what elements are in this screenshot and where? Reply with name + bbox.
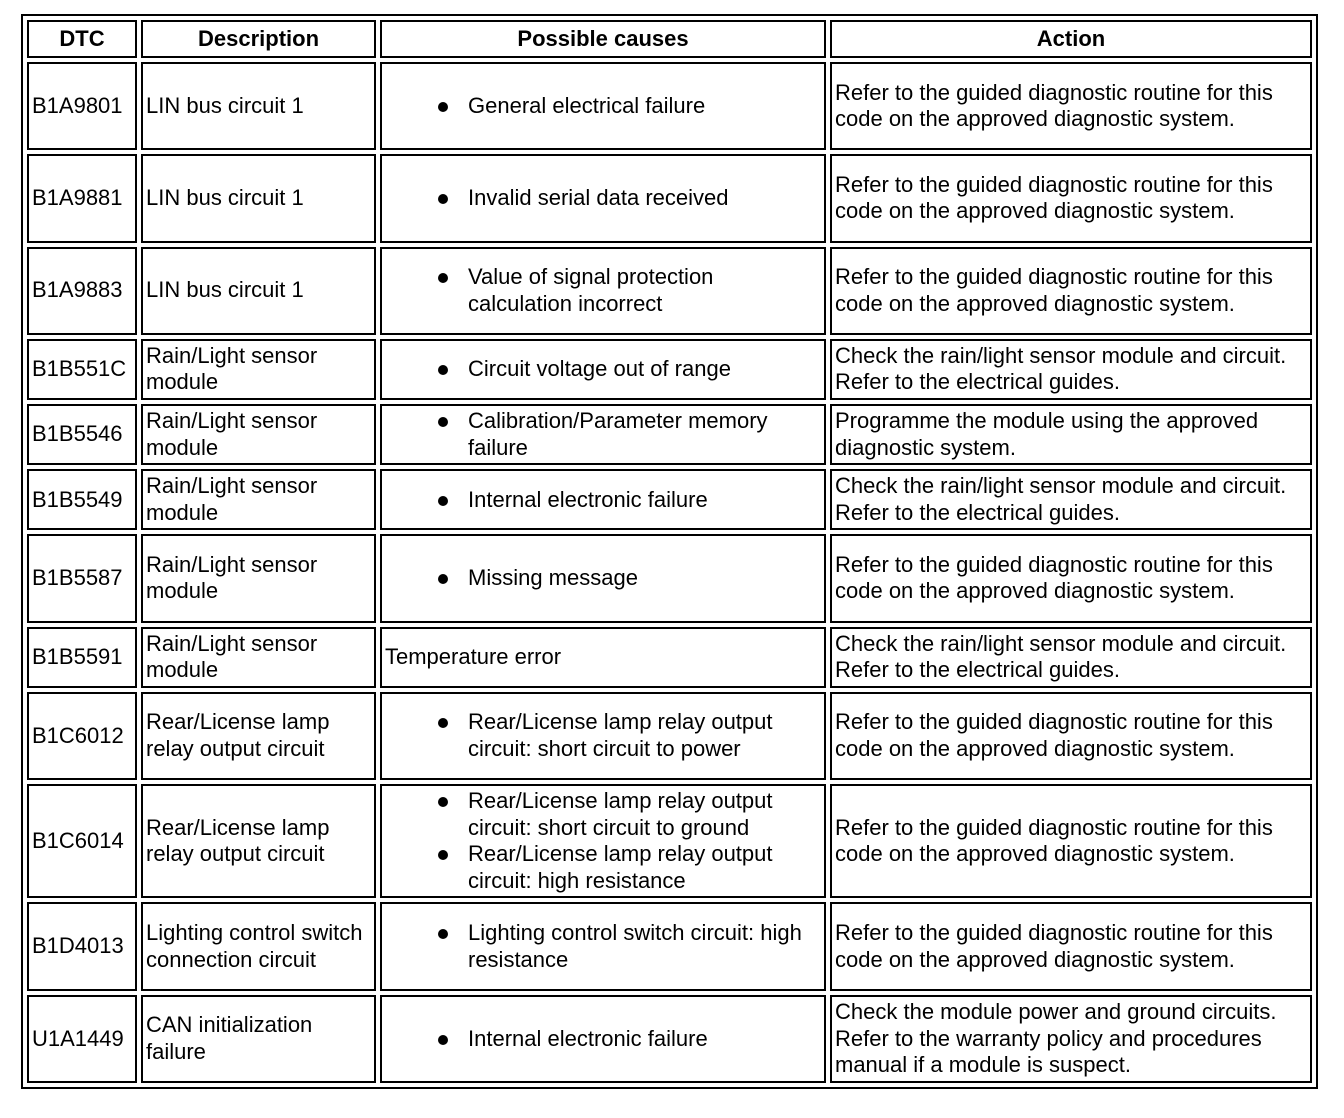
dtc-description: Lighting control switch connection circuit [141, 902, 376, 990]
dtc-table [21, 14, 1318, 1089]
dtc-action: Refer to the guided diagnostic routine for this code on the approved diagnostic system. [830, 534, 1312, 622]
dtc-description: Rear/License lamp relay output circuit [141, 692, 376, 780]
cause-item: Circuit voltage out of range [468, 356, 820, 383]
possible-causes [380, 692, 826, 780]
dtc-action: Check the rain/light sensor module and circuit. Refer to the electrical guides. [830, 469, 1312, 530]
dtc-code: B1A9883 [27, 247, 137, 335]
dtc-description: Rear/License lamp relay output circuit [141, 784, 376, 898]
possible-causes [380, 404, 826, 465]
header-description: Description [141, 20, 376, 58]
dtc-code: B1B551C [27, 339, 137, 400]
dtc-description: Rain/Light sensor module [141, 469, 376, 530]
dtc-action: Check the rain/light sensor module and circuit. Refer to the electrical guides. [830, 627, 1312, 688]
header-possible-causes: Possible causes [380, 20, 826, 58]
possible-causes [380, 534, 826, 622]
possible-causes [380, 154, 826, 242]
dtc-description: CAN initialization failure [141, 995, 376, 1083]
table-row [27, 469, 1312, 530]
table-row [27, 902, 1312, 990]
dtc-action: Refer to the guided diagnostic routine for this code on the approved diagnostic system. [830, 902, 1312, 990]
cause-item: Internal electronic failure [468, 1026, 820, 1053]
possible-causes [380, 995, 826, 1083]
dtc-code: B1A9881 [27, 154, 137, 242]
dtc-description: LIN bus circuit 1 [141, 247, 376, 335]
table-row [27, 534, 1312, 622]
dtc-action: Refer to the guided diagnostic routine for this code on the approved diagnostic system. [830, 154, 1312, 242]
table-row [27, 62, 1312, 150]
dtc-code: B1B5587 [27, 534, 137, 622]
dtc-action: Programme the module using the approved diagnostic system. [830, 404, 1312, 465]
cause-item: Internal electronic failure [468, 487, 820, 514]
cause-item: Invalid serial data received [468, 185, 820, 212]
possible-causes [380, 784, 826, 898]
table-row [27, 154, 1312, 242]
dtc-description: LIN bus circuit 1 [141, 62, 376, 150]
dtc-code: B1C6014 [27, 784, 137, 898]
possible-causes: Temperature error [380, 627, 826, 688]
dtc-description: LIN bus circuit 1 [141, 154, 376, 242]
table-row [27, 784, 1312, 898]
dtc-code: U1A1449 [27, 995, 137, 1083]
possible-causes [380, 902, 826, 990]
cause-item: Rear/License lamp relay output circuit: short circuit to ground [468, 788, 820, 841]
dtc-description: Rain/Light sensor module [141, 404, 376, 465]
dtc-action: Refer to the guided diagnostic routine for this code on the approved diagnostic system. [830, 62, 1312, 150]
cause-item: General electrical failure [468, 93, 820, 120]
dtc-description: Rain/Light sensor module [141, 339, 376, 400]
table-row [27, 692, 1312, 780]
table-row [27, 995, 1312, 1083]
table-row [27, 247, 1312, 335]
dtc-code: B1B5591 [27, 627, 137, 688]
possible-causes [380, 247, 826, 335]
dtc-action: Check the rain/light sensor module and circuit. Refer to the electrical guides. [830, 339, 1312, 400]
dtc-code: B1A9801 [27, 62, 137, 150]
header-row [27, 20, 1312, 58]
dtc-description: Rain/Light sensor module [141, 534, 376, 622]
header-dtc: DTC [27, 20, 137, 58]
cause-item: Lighting control switch circuit: high resistance [468, 920, 820, 973]
dtc-action: Check the module power and ground circuits. Refer to the warranty policy and procedures manual if a module is suspect. [830, 995, 1312, 1083]
possible-causes [380, 469, 826, 530]
table-row [27, 404, 1312, 465]
cause-item: Calibration/Parameter memory failure [468, 408, 820, 461]
header-action: Action [830, 20, 1312, 58]
dtc-code: B1C6012 [27, 692, 137, 780]
dtc-action: Refer to the guided diagnostic routine for this code on the approved diagnostic system. [830, 784, 1312, 898]
cause-item: Rear/License lamp relay output circuit: short circuit to power [468, 709, 820, 762]
dtc-description: Rain/Light sensor module [141, 627, 376, 688]
dtc-action: Refer to the guided diagnostic routine for this code on the approved diagnostic system. [830, 247, 1312, 335]
dtc-code: B1D4013 [27, 902, 137, 990]
cause-item: Value of signal protection calculation incorrect [468, 264, 820, 317]
dtc-action: Refer to the guided diagnostic routine for this code on the approved diagnostic system. [830, 692, 1312, 780]
dtc-code: B1B5549 [27, 469, 137, 530]
cause-item: Rear/License lamp relay output circuit: high resistance [468, 841, 820, 894]
possible-causes [380, 339, 826, 400]
table-row [27, 627, 1312, 688]
dtc-code: B1B5546 [27, 404, 137, 465]
table-row [27, 339, 1312, 400]
cause-item: Missing message [468, 565, 820, 592]
possible-causes [380, 62, 826, 150]
